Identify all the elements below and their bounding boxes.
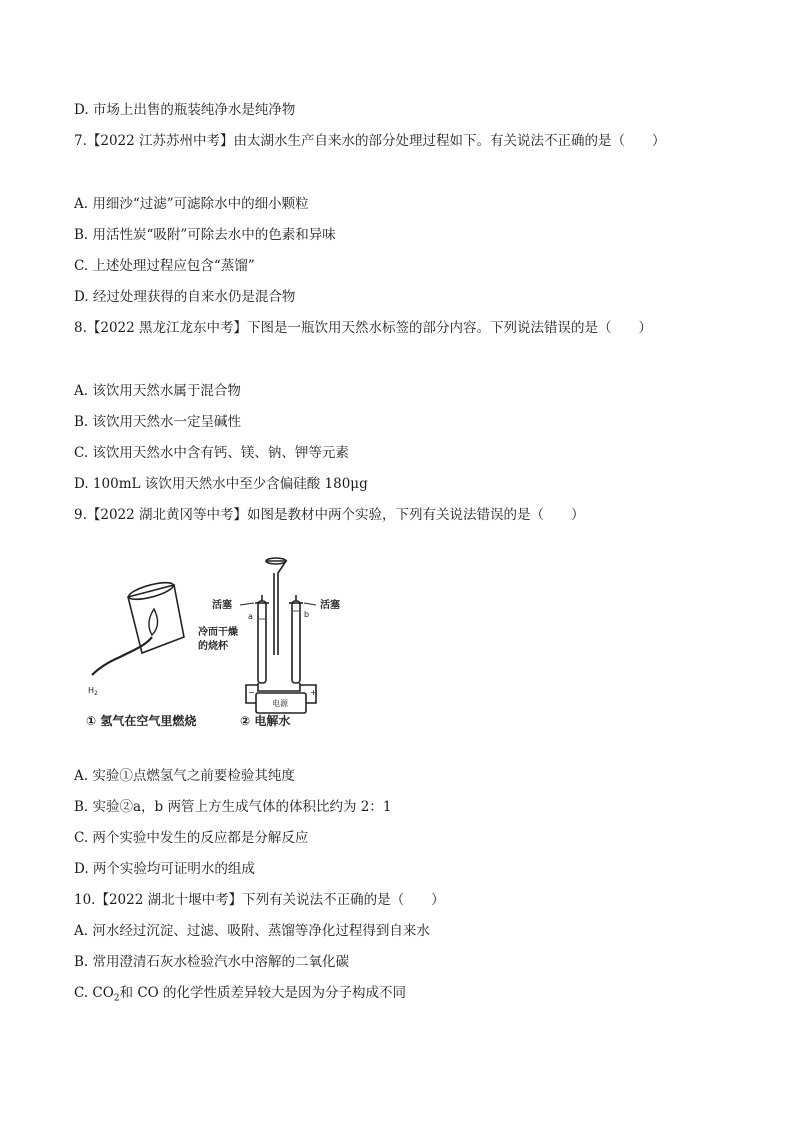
- valve-label-right: 活塞: [320, 600, 340, 611]
- flame-icon: [149, 609, 158, 635]
- question-9-option-d: D. 两个实验均可证明水的组成: [74, 861, 255, 877]
- inverted-beaker: [127, 579, 184, 653]
- gas-tube: [92, 637, 152, 675]
- question-7-stem: 7.【2022 江苏苏州中考】由太湖水生产自来水的部分处理过程如下。有关说法不正确的是（ ）: [74, 133, 666, 149]
- valve-pointer-right: [304, 603, 316, 605]
- minus-terminal: −: [248, 688, 255, 697]
- tube-label-b: b: [304, 610, 310, 619]
- caption-experiment-1: ① 氢气在空气里燃烧: [86, 714, 197, 728]
- co2-prefix: C. CO: [74, 985, 114, 1001]
- co2-subscript: 2: [113, 993, 120, 1004]
- question-7-option-c: C. 上述处理过程应包含“蒸馏”: [74, 258, 255, 274]
- electrolysis-tube-b: [289, 595, 303, 683]
- plus-terminal: +: [310, 688, 317, 697]
- beaker-label-2: 的烧杯: [198, 641, 228, 652]
- valve-label-left: 活塞: [212, 600, 232, 611]
- power-label: 电源: [272, 699, 288, 708]
- question-8-option-a: A. 该饮用天然水属于混合物: [74, 383, 241, 399]
- question-8-option-d: D. 100mL 该饮用天然水中至少含偏硅酸 180μg: [74, 476, 368, 492]
- tube-label-a: a: [248, 612, 253, 621]
- option-c-text: 和 CO 的化学性质差异较大是因为分子构成不同: [119, 985, 407, 1001]
- question-8-option-c: C. 该饮用天然水中含有钙、镁、钠、钾等元素: [74, 445, 349, 461]
- question-7-option-a: A. 用细沙“过滤”可滤除水中的细小颗粒: [74, 196, 309, 212]
- question-10-option-b: B. 常用澄清石灰水检验汽水中溶解的二氧化碳: [74, 954, 350, 970]
- question-9-stem: 9.【2022 湖北黄冈等中考】如图是教材中两个实验，下列有关说法错误的是（ ）: [74, 507, 585, 523]
- question-8-option-b: B. 该饮用天然水一定呈碱性: [74, 414, 242, 430]
- question-10-option-c: [74, 984, 406, 1008]
- caption-experiment-2: ② 电解水: [240, 714, 291, 728]
- question-10-option-a: A. 河水经过沉淀、过滤、吸附、蒸馏等净化过程得到自来水: [74, 923, 430, 939]
- water-level: [258, 611, 300, 619]
- tube-connector: [258, 683, 300, 691]
- valve-pointer-left: [240, 603, 254, 605]
- question-9-option-b: B. 实验②a，b 两管上方生成气体的体积比约为 2：1: [74, 799, 392, 815]
- hydrogen-label: $H_2$: [88, 686, 98, 697]
- question-10-stem: 10.【2022 湖北十堰中考】下列有关说法不正确的是（ ）: [74, 892, 445, 908]
- experiment-figure: [80, 545, 380, 735]
- question-7-option-d: D. 经过处理获得的自来水仍是混合物: [74, 289, 296, 305]
- funnel: [266, 558, 286, 655]
- beaker-label-1: 冷而干燥: [198, 627, 238, 638]
- question-9-option-c: C. 两个实验中发生的反应都是分解反应: [74, 830, 309, 846]
- electrolysis-tube-a: [255, 595, 269, 683]
- question-8-stem: 8.【2022 黑龙江龙东中考】下图是一瓶饮用天然水标签的部分内容。下列说法错误的是（ ）: [74, 320, 653, 336]
- option-d-q6: D. 市场上出售的瓶装纯净水是纯净物: [74, 102, 296, 118]
- question-9-option-a: A. 实验①点燃氢气之前要检验其纯度: [74, 768, 295, 784]
- question-7-option-b: B. 用活性炭“吸附”可除去水中的色素和异味: [74, 227, 336, 243]
